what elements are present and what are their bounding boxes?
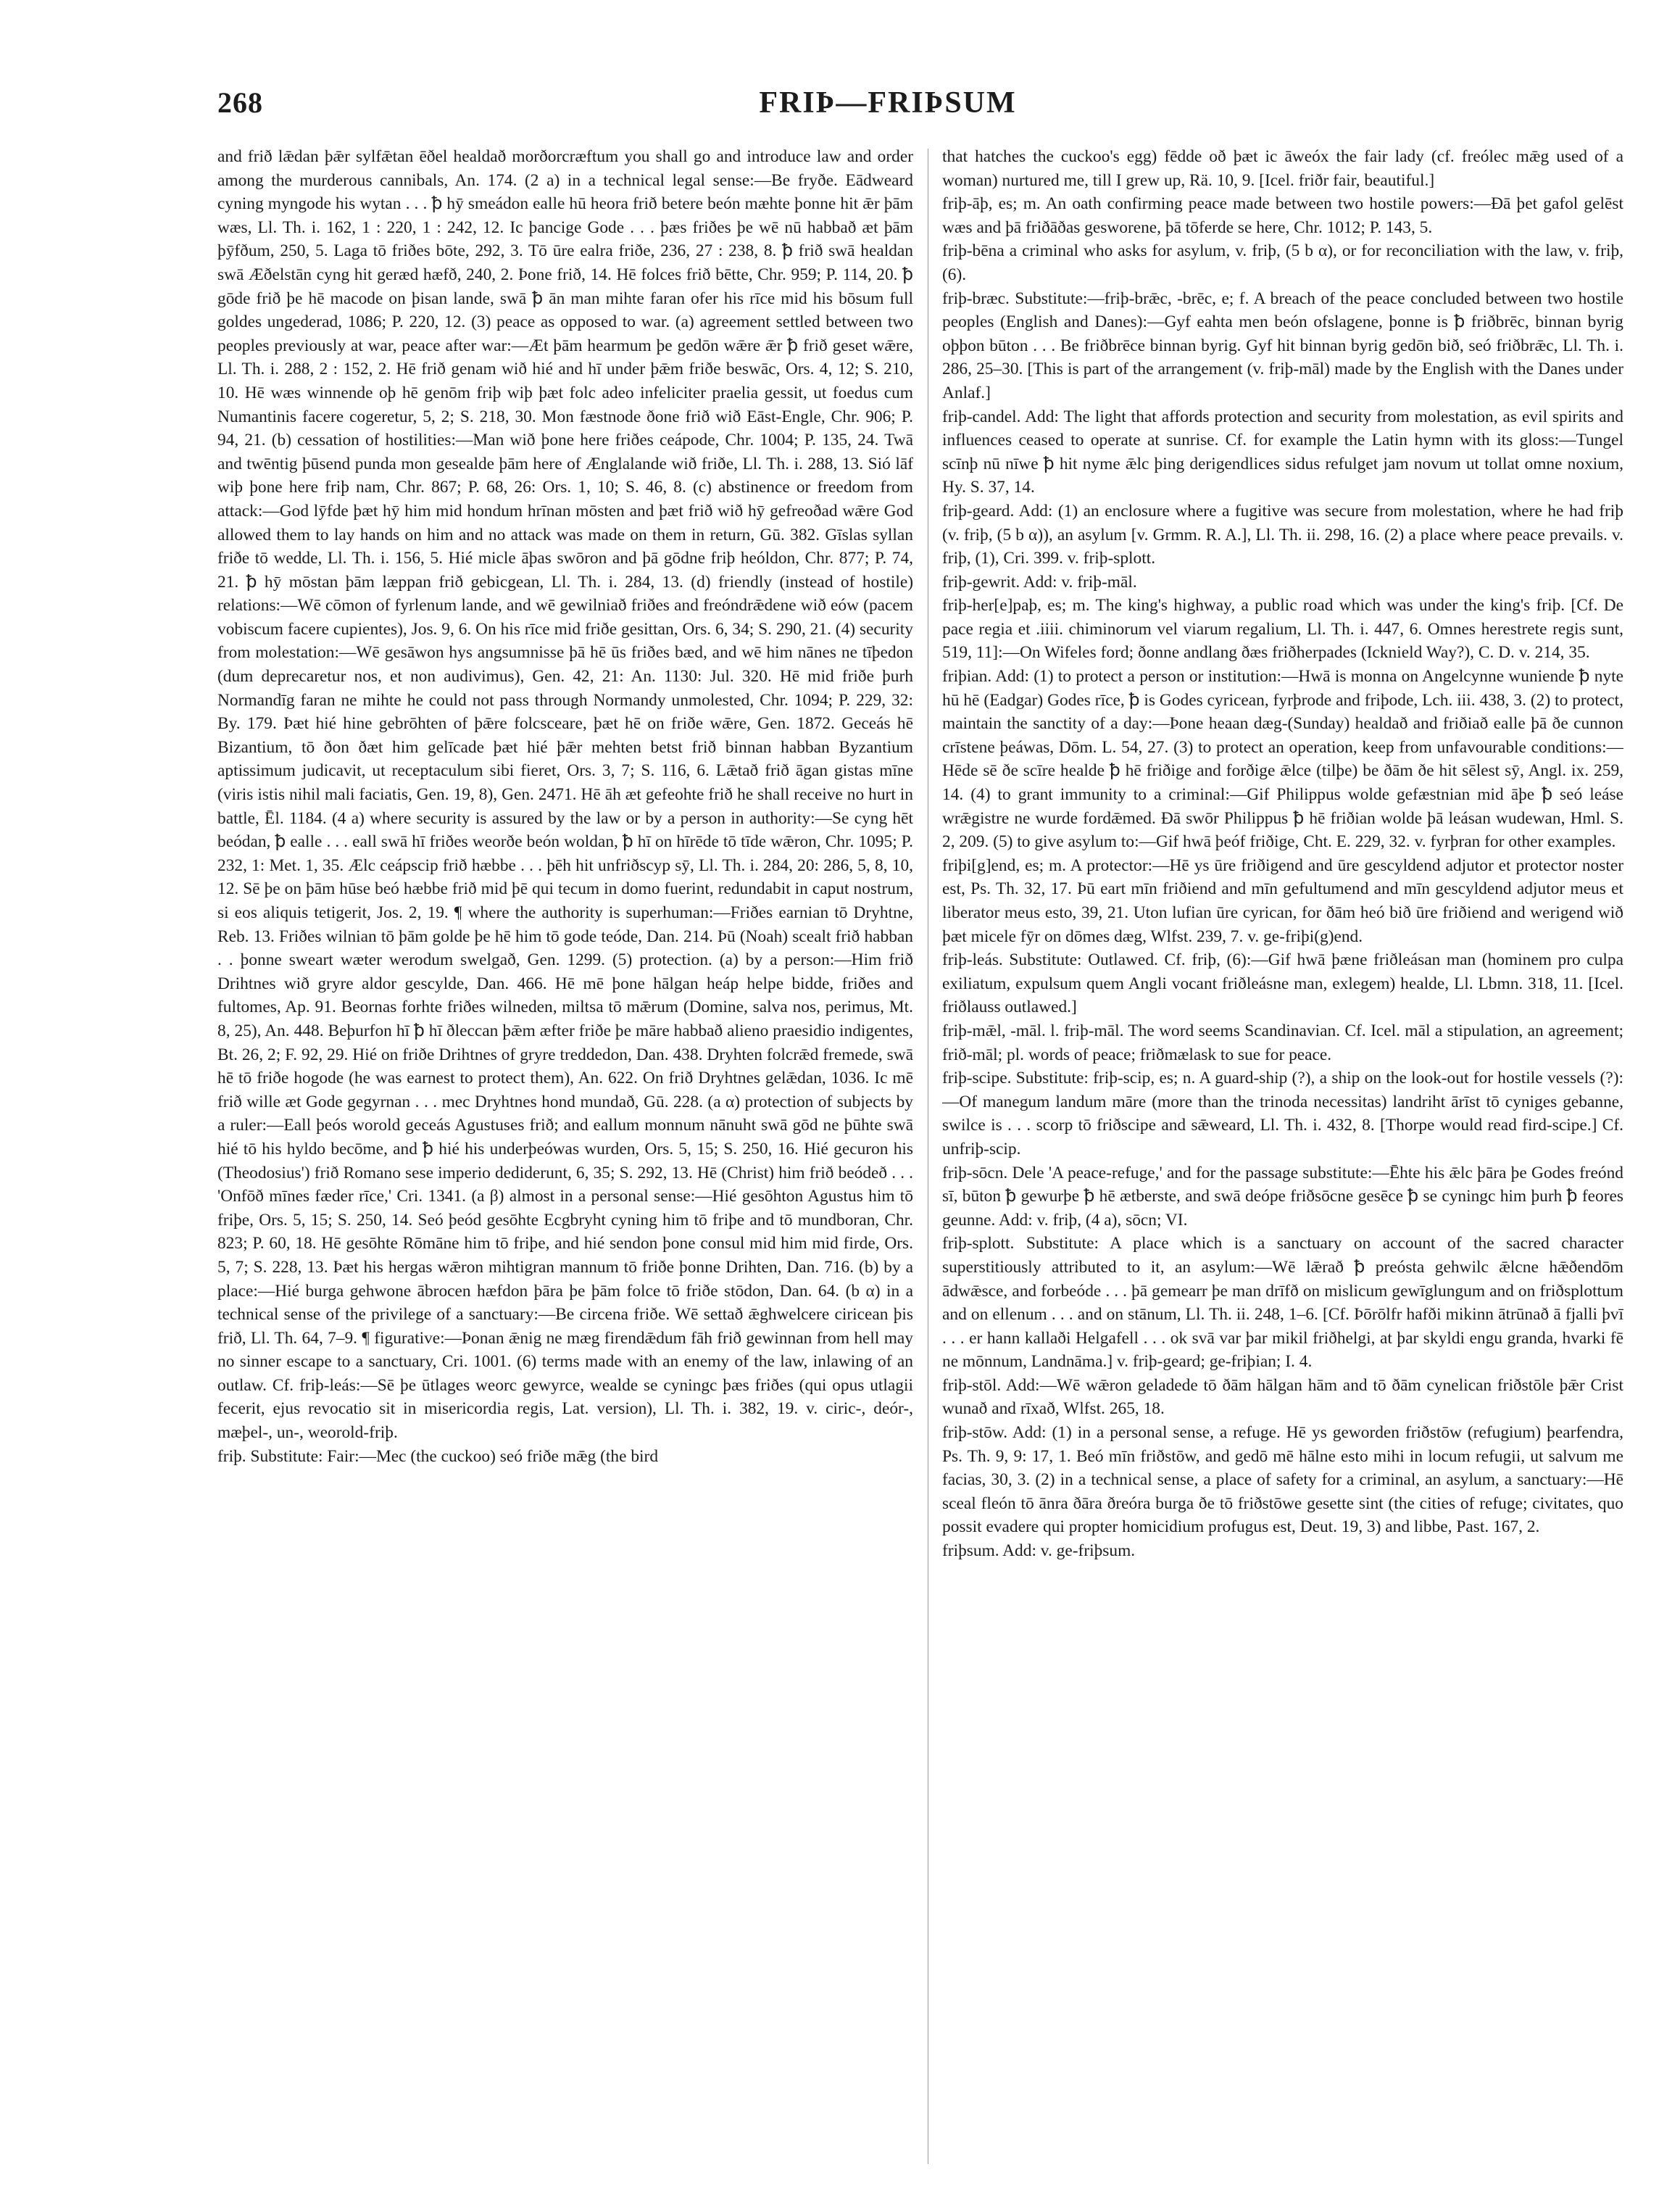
running-title: FRIÞ—FRIÞSUM (759, 86, 1017, 120)
entry-paragraph: friþi[g]end, es; m. A protector:—Hē ys ūre friðigend and ūre gescyldend adjutor et protector noster est, Ps. Th. 32, 17. Þū eart mīn friðiend and mīn gefultumend and mīn gescyldend adjutor meus et liberator meus esto, 39, 21. Uton lufian ūre cyrican, for ðām heó bið ūre friðiend and werigend wið þæt micele fȳr on dōmes dæg, Wlfst. 239, 7. v. ge-friþi(g)end. (942, 855, 1623, 946)
entry-paragraph: friþ-bēna a criminal who asks for asylum, v. friþ, (5 b α), or for reconciliation with the law, v. friþ, (6). (942, 241, 1623, 284)
right-column (942, 145, 1623, 2168)
entry-paragraph: friþ. Substitute: Fair:—Mec (the cuckoo) seó friðe mǣg (the bird (217, 1446, 659, 1466)
page-number: 268 (217, 86, 263, 119)
page-header (217, 86, 1558, 129)
entry-paragraph: friþ-mǣl, -māl. l. friþ-māl. The word seems Scandinavian. Cf. Icel. māl a stipulation, an agreement; frið-māl; pl. words of peace; friðmælask to sue for peace. (942, 1021, 1623, 1064)
entry-paragraph: friþ-scipe. Substitute: friþ-scip, es; n. A guard-ship (?), a ship on the look-out for hostile vessels (?):—Of manegum landum māre (more than the trinoda necessitas) landriht ārīst tō cyniges gebanne, swilce is . . . scorp tō friðscipe and sǣweard, Ll. Th. i. 432, 8. [Thorpe would read fird-scipe.] Cf. unfriþ-scip. (942, 1069, 1623, 1159)
entry-paragraph: friþ-stōw. Add: (1) in a personal sense, a refuge. Hē ys geworden friðstōw (refugium) þearfendra, Ps. Th. 9, 9: 17, 1. Beó mīn friðstōw, and gedō mē hālne esto mihi in locum refugii, ut salvum me facias, 30, 3. (2) in a technical sense, a place of safety for a criminal, an asylum, a sanctuary:—Hē sceal fleón tō ānra ðāra ðreóra burga ðe tō friðstōwe gesette sint (the cities of refuge; civitates, quo possit evadere qui propter homicidium profugus est, Deut. 19, 3) and libbe, Past. 167, 2. (942, 1423, 1623, 1537)
entry-paragraph: friþ-leás. Substitute: Outlawed. Cf. friþ, (6):—Gif hwā þæne friðleásan man (hominem pro culpa exiliatum, expulsum quem Angli vocant friðleásne man, exlegem) healde, Ll. Lbmn. 318, 11. [Icel. friðlauss outlawed.] (942, 950, 1623, 1017)
entry-paragraph: friþ-candel. Add: The light that affords protection and security from molestation, as evil spirits and influences ceased to operate at sunrise. Cf. for example the Latin hymn with its gloss:—Tungel scīnþ nū nīwe ꝥ hit nyme ǣlc þing derigendlices sidus refulget jam novum ut tollat omne noxium, Hy. S. 37, 14. (942, 407, 1623, 497)
entry-paragraph: friþ-bræc. Substitute:—friþ-brǣc, -brēc, e; f. A breach of the peace concluded between two hostile peoples (English and Danes):—Gyf eahta men beón ofslagene, þonne is ꝥ friðbrēc, binnan byrig oþþon būton . . . Be friðbrēce binnan byrig. Gyf hit binnan byrig gedōn bið, seó friðbrǣc, Ll. Th. i. 286, 25–30. [This is part of the arrangement (v. friþ-māl) made by the English with the Danes under Anlaf.] (942, 289, 1623, 402)
entry-paragraph: friþ-her[e]paþ, es; m. The king's highway, a public road which was under the king's friþ. [Cf. De pace regia et .iiii. chiminorum vel viarum regalium, Ll. Th. i. 447, 6. Omnes herestrete regis sunt, 519, 11]:—On Wifeles ford; ðonne andlang ðæs friðherpades (Icknield Way?), C. D. v. 214, 35. (942, 596, 1623, 663)
entry-paragraph: friþ-splott. Substitute: A place which is a sanctuary on account of the sacred character superstitiously attributed to it, an asylum:—Wē lǣrað ꝥ preósta gehwilc ǣlcne hǣðendōm ādwǣsce, and forbeóde . . . þā gemearr þe man drīfð on mislicum gewīglungum and on friðsplottum and on ellenum . . . and on stānum, Ll. Th. ii. 248, 1–6. [Cf. Þōrōlfr hafði mikinn ātrūnað ā fjalli þvī . . . er hann kallaði Helgafell . . . ok svā var þar mikil friðhelgi, at þar skyldi engu granda, hvarki fē ne mōnnum, Landnāma.] v. friþ-geard; ge-friþian; I. 4. (942, 1234, 1623, 1372)
entry-paragraph: friþ-āþ, es; m. An oath confirming peace made between two hostile powers:—Ðā þet gafol gelēst wæs and þā friðāðas gesworene, þā tōferde se here, Chr. 1012; P. 143, 5. (942, 194, 1623, 237)
entry-paragraph: friþ-geard. Add: (1) an enclosure where a fugitive was secure from molestation, where he had friþ (v. friþ, (5 b α)), an asylum [v. Grmm. R. A.], Ll. Th. ii. 298, 16. (2) a place where peace prevails. v. friþ, (1), Cri. 399. v. friþ-splott. (942, 501, 1623, 568)
entry-paragraph: that hatches the cuckoo's egg) fēdde oð þæt ic āweóx the fair lady (cf. freólec mǣg used of a woman) nurtured me, till I grew up, Rä. 10, 9. [Icel. friðr fair, beautiful.] (942, 147, 1623, 190)
entry-paragraph: friþ-sōcn. Dele 'A peace-refuge,' and for the passage substitute:—Ēhte his ǣlc þāra þe Godes freónd sī, būton ꝥ gewurþe ꝥ hē ætberste, and swā deópe friðsōcne gesēce ꝥ se cyningc him þurh ꝥ feores geunne. Add: v. friþ, (4 a), sōcn; VI. (942, 1163, 1623, 1230)
entry-paragraph: friþsum. Add: v. ge-friþsum. (942, 1541, 1136, 1561)
entry-paragraph: friþ-stōl. Add:—Wē wǣron geladede tō ðām hālgan hām and tō ðām cynelican friðstōle þǣr Crist wunað and rīxað, Wlfst. 265, 18. (942, 1375, 1623, 1419)
entry-paragraph: and frið lǣdan þǣr sylfǣtan ēðel healdað morðorcræftum you shall go and introduce law and order among the murderous cannibals, An. 174. (2 a) in a technical legal sense:—Be fryðe. Eādweard cyning myngode his wytan . . . ꝥ hȳ smeádon ealle hū heora frið betere beón mæhte þonne hit ǣr þām wæs, Ll. Th. i. 162, 1 : 220, 1 : 242, 12. Ic þancige Gode . . . þæs friðes þe wē nū habbað æt þām þȳfðum, 250, 5. Laga tō friðes bōte, 292, 3. Tō ūre ealra friðe, 236, 27 : 238, 8. ꝥ frið swā healdan swā Æðelstān cyng hit geræd hæfð, 240, 2. Þone frið, 14. Hē folces frið bētte, Chr. 959; P. 114, 20. ꝥ gōde frið þe hē macode on þisan lande, swā ꝥ ān man mihte faran ofer his rīce mid his bōsum full goldes ungederad, 1086; P. 220, 12. (3) peace as opposed to war. (a) agreement settled between two peoples previously at war, peace after war:—Æt þām hearmum þe gedōn wǣre ǣr ꝥ frið geset wǣre, Ll. Th. i. 288, 2 : 152, 2. Hē frið genam wið hié and hī under þǣm friðe beswāc, Ors. 4, 12; S. 210, 10. Hē wæs winnende oþ hē genōm friþ wiþ þæt folc adeo infeliciter praelia gessit, ut foedus cum Numantinis facere cogeretur, 5, 2; S. 218, 30. Mon fæstnode ðone frið wið Eāst-Engle, Chr. 906; P. 94, 21. (b) cessation of hostilities:—Man wið þone here friðes ceápode, Chr. 1004; P. 135, 24. Twā and twēntig þūsend punda mon gesealde þām here of Ænglalande wið friðe, Ll. Th. i. 288, 13. Sió lāf wiþ þone here friþ nam, Chr. 867; P. 68, 26: Ors. 1, 10; S. 46, 8. (c) abstinence or freedom from attack:—God lȳfde þæt hȳ him mid hondum hrīnan mōsten and þæt frið wið hȳ gefreoðad wǣre God allowed them to lay hands on him and no attack was made on them in return, Gū. 382. Gīslas syllan friðe tō wedde, Ll. Th. i. 156, 5. Hié micle āþas swōron and þā gōdne friþ heóldon, Chr. 877; P. 74, 21. ꝥ hȳ mōstan þām læppan frið gebicgean, Ll. Th. i. 284, 13. (d) friendly (instead of hostile) relations:—Wē cōmon of fyrlenum lande, and wē gewilniað friðes and freóndrǣdene wið eów (pacem vobiscum facere cupientes), Jos. 9, 6. On his rīce mid friðe gesittan, Ors. 6, 34; S. 290, 21. (4) security from molestation:—Wē gesāwon hys angsumnisse þā hē ūs friðes bæd, and wē him nānes ne tīþedon (dum deprecaretur nos, et non audivimus), Gen. 42, 21: An. 1130: Jul. 320. Hē mid friðe þurh Normandīg faran ne mihte he could not pass through Normandy unmolested, Chr. 1094; P. 229, 32: By. 179. Þæt hié hine gebrōhten of þǣre folcsceare, þæt hē on friðe wǣre, Gen. 1872. Geceás hē Bizantium, tō ðon ðæt him gelīcade þæt hié þǣr mehten betst frið binnan habban Byzantium aptissimum judicavit, ut receptaculum sibi fieret, Ors. 3, 7; S. 116, 6. Lǣtað frið āgan gistas mīne (viris istis nihil mali faciatis, Gen. 19, 8), Gen. 2471. Hē āh æt gefeohte frið he shall receive no hurt in battle, Ēl. 1184. (4 a) where security is assured by the law or by a person in authority:—Se cyng hēt beódan, ꝥ ealle . . . eall swā hī friðes weorðe beón woldan, ꝥ hī on hīrēde tō tīde wǣron, Chr. 1095; P. 232, 1: Met. 1, 35. Ælc ceápscip frið hæbbe . . . þēh hit unfriðscyp sȳ, Ll. Th. i. 284, 20: 286, 5, 8, 10, 12. Sē þe on þām hūse beó hæbbe frið mid þē qui tecum in domo fuerint, redundabit in caput nostrum, si eos aliquis tetigerit, Jos. 2, 19. ¶ where the authority is superhuman:—Friðes earnian tō Dryhtne, Reb. 13. Friðes wilnian tō þām golde þe hē him tō gode teóde, Dan. 214. Þū (Noah) scealt frið habban . . þonne sweart wæter werodum swelgað, Gen. 1299. (5) protection. (a) by a person:—Him frið Drihtnes wið gryre aldor gescylde, Dan. 466. Hē mē þone hālgan heáp helpe bidde, friðes and fultomes, Ap. 91. Beornas forhte friðes wilneden, miltsa tō mǣrum (Domine, salva nos, perimus, Mt. 8, 25), An. 448. Beþurfon hī ꝥ hī ðleccan þǣm æfter friðe þe māre habbað alieno praesidio indigentes, Bt. 26, 2; F. 92, 29. Hié on friðe Drihtnes of gryre treddedon, Dan. 438. Dryhten folcrǣd fremede, swā hē tō friðe hogode (he was earnest to protect them), An. 622. On frið Dryhtnes gelǣdan, 1036. Ic mē frið wille æt Gode gegyrnan . . . mec Dryhtnes hond mundað, Gū. 228. (a α) protection of subjects by a ruler:—Eall þeós worold geceás Agustuses frið; and eallum monnum nānuht swā gōd ne þūhte swā hié tō his hyldo becōme, and ꝥ hié his underþeówas wurden, Ors. 5, 15; S. 250, 16. Hié gecuron his (Theodosius') frið Romano sese imperio dediderunt, 6, 35; S. 292, 13. Hē (Christ) him frið beódeð . . . 'Onfōð mīnes fæder rīce,' Cri. 1341. (a β) almost in a personal sense:—Hié gesōhton Agustus him tō friþe, Ors. 5, 15; S. 250, 14. Seó þeód gesōhte Ecgbryht cyning him tō friþe and tō mundboran, Chr. 823; P. 60, 18. Hē gesōhte Rōmāne him tō friþe, and hié sendon þone consul mid him mid firde, Ors. 5, 7; S. 228, 13. Þæt his hergas wǣron mihtigran mannum tō friðe þonne Drihten, Dan. 716. (b) by a place:—Hié burga gehwone ābrocen hæfdon þāra þe þām folce tō friðe stōdon, Dan. 64. (b α) in a technical sense of the privilege of a sanctuary:—Be circena friðe. Wē settað ǣghwelcere ciricean þis frið, Ll. Th. 64, 7–9. ¶ figurative:—Þonan ǣnig ne mæg firendǣdum fāh frið gewinnan from hell may no sinner escape to a sanctuary, Cri. 1001. (6) terms made with an enemy of the law, inlawing of an outlaw. Cf. friþ-leás:—Sē þe ūtlages weorc gewyrce, wealde se cyningc þæs friðes (qui opus utlagii fecerit, ejus revocatio sit in misericordia regis, Lat. version), Ll. Th. i. 382, 19. v. ciric-, deór-, mæþel-, un-, weorold-friþ. (217, 147, 913, 1443)
entry-paragraph: friþian. Add: (1) to protect a person or institution:—Hwā is monna on Angelcynne wuniende ꝥ nyte hū hē (Eadgar) Godes rīce, ꝥ is Godes cyricean, fyrþrode and friþode, Lch. iii. 438, 3. (2) to protect, maintain the sanctity of a day:—Þone heaan dæg-(Sunday) healdað and friðiað ealle þā ðe cunnon crīstene þeáwas, Dōm. L. 54, 27. (3) to protect an operation, keep from unfavourable conditions:—Hēde sē ðe scīre healde ꝥ hē friðige and forðige ǣlce (tilþe) be ðām ðe hit sēlest sȳ, Angl. ix. 259, 14. (4) to grant immunity to a criminal:—Gif Philippus wolde gefæstnian mid āþe ꝥ seó leáse wrǣgistre ne wurde fordǣmed. Ðā swōr Philippus ꝥ hē friðian wolde þā leásan wudewan, Hml. S. 2, 209. (5) to give asylum to:—Gif hwā þeóf friðige, Cht. E. 229, 32. v. fyrþran for other examples. (942, 667, 1623, 852)
left-column (217, 145, 913, 2168)
entry-paragraph: friþ-gewrit. Add: v. friþ-māl. (942, 572, 1137, 592)
